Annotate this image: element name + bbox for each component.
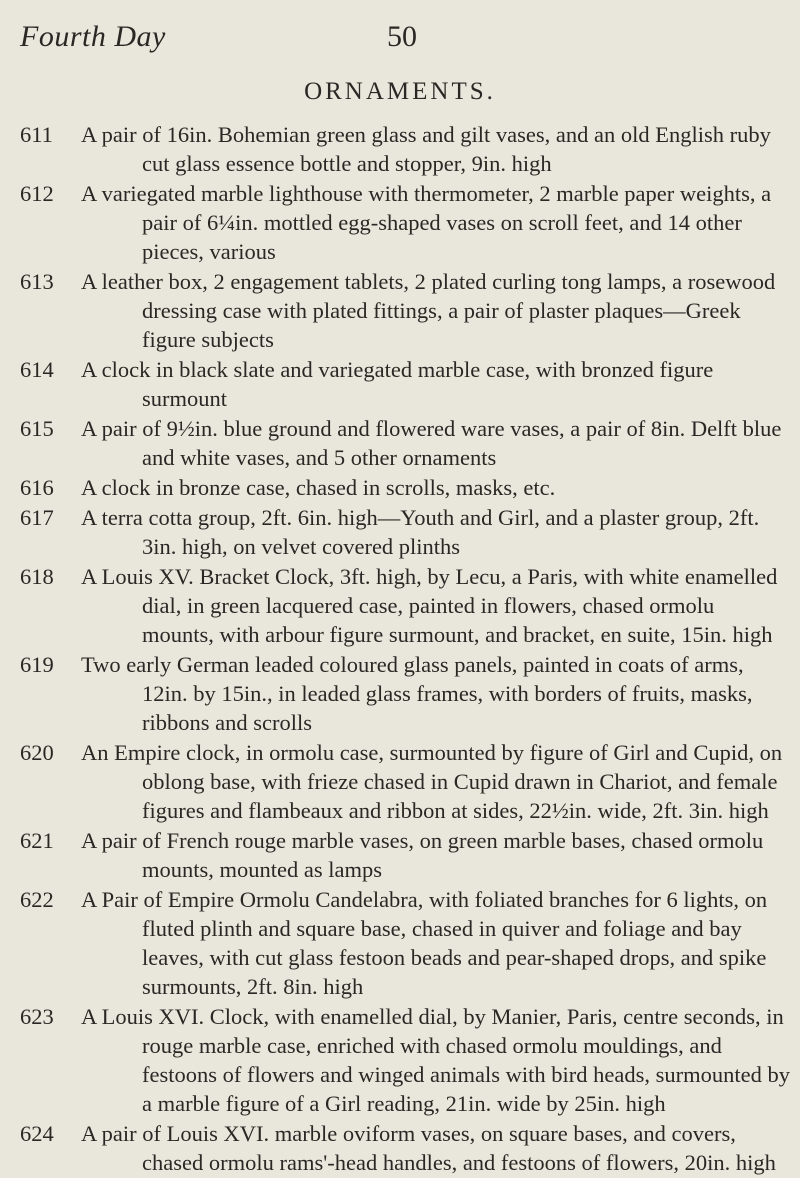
lot-number: 617	[20, 505, 54, 530]
lot-description: A pair of Louis XVI. marble oviform vases, on square bases, and covers, chased ormolu rams'-head handles, and festoons of flowers, 20in. high	[81, 1121, 776, 1175]
lot-entry	[20, 1119, 800, 1177]
lot-number: 621	[20, 828, 54, 853]
lot-description: A variegated marble lighthouse with thermometer, 2 marble paper weights, a pair of 6¼in. mottled egg-shaped vases on scroll feet, and 14 other pieces, various	[81, 181, 772, 264]
lot-entry	[20, 355, 800, 413]
page-number: 50	[387, 20, 417, 53]
lot-description: A Louis XVI. Clock, with enamelled dial, by Manier, Paris, centre seconds, in rouge marble case, enriched with chased ormolu mouldings, and festoons of flowers and winged animals with bird heads, surmounted by a marble figure of a Girl reading, 21in. wide by 25in. high	[81, 1004, 791, 1116]
lot-description: Two early German leaded coloured glass panels, painted in coats of arms, 12in. by 15in., in leaded glass frames, with borders of fruits, masks, ribbons and scrolls	[81, 652, 753, 735]
lot-description: A clock in black slate and variegated marble case, with bronzed figure surmount	[81, 357, 714, 411]
lot-number: 620	[20, 740, 54, 765]
lot-number: 622	[20, 887, 54, 912]
running-head: Fourth Day	[20, 20, 166, 53]
lot-number: 615	[20, 416, 54, 441]
lot-description: A pair of 16in. Bohemian green glass and gilt vases, and an old English ruby cut glass essence bottle and stopper, 9in. high	[81, 122, 771, 176]
lot-description: A pair of 9½in. blue ground and flowered ware vases, a pair of 8in. Delft blue and white vases, and 5 other ornaments	[81, 416, 782, 470]
lot-description: An Empire clock, in ormolu case, surmounted by figure of Girl and Cupid, on oblong base, with frieze chased in Cupid drawn in Chariot, and female figures and flambeaux and ribbon at sides, 22½in. wide, 2ft. 3in. high	[81, 740, 783, 823]
lot-entry	[20, 1002, 800, 1118]
lot-entry	[20, 503, 800, 561]
section-title: ORNAMENTS.	[304, 78, 496, 105]
lot-description: A Pair of Empire Ormolu Candelabra, with foliated branches for 6 lights, on fluted plinth and square base, chased in quiver and foliage and bay leaves, with cut glass festoon beads and pear-shaped drops, and spike surmounts, 2ft. 8in. high	[81, 887, 768, 999]
page-header	[20, 20, 780, 56]
lot-entry	[20, 267, 800, 354]
lot-number: 618	[20, 564, 54, 589]
lot-number: 624	[20, 1121, 54, 1146]
lot-description: A pair of French rouge marble vases, on green marble bases, chased ormolu mounts, mounted as lamps	[81, 828, 764, 882]
lot-number: 623	[20, 1004, 54, 1029]
lot-description: A leather box, 2 engagement tablets, 2 plated curling tong lamps, a rosewood dressing case with plated fittings, a pair of plaster plaques—Greek figure subjects	[81, 269, 776, 352]
lot-entry	[20, 738, 800, 825]
lot-entry	[20, 179, 800, 266]
lot-description: A clock in bronze case, chased in scrolls, masks, etc.	[81, 475, 556, 500]
lot-entry	[20, 120, 800, 178]
lot-description: A Louis XV. Bracket Clock, 3ft. high, by Lecu, a Paris, with white enamelled dial, in green lacquered case, painted in flowers, chased ormolu mounts, with arbour figure surmount, and bracket, en suite, 15in. high	[81, 564, 778, 647]
lot-number: 612	[20, 181, 54, 206]
lot-entry	[20, 885, 800, 1001]
lot-number: 616	[20, 475, 54, 500]
lot-entry	[20, 414, 800, 472]
lot-entry	[20, 650, 800, 737]
lot-entry	[20, 473, 800, 502]
lot-number: 613	[20, 269, 54, 294]
lot-list	[20, 120, 800, 1178]
lot-number: 611	[20, 122, 53, 147]
lot-number: 614	[20, 357, 54, 382]
lot-entry	[20, 826, 800, 884]
lot-description: A terra cotta group, 2ft. 6in. high—Youth and Girl, and a plaster group, 2ft. 3in. high, on velvet covered plinths	[81, 505, 760, 559]
lot-entry	[20, 562, 800, 649]
lot-number: 619	[20, 652, 54, 677]
